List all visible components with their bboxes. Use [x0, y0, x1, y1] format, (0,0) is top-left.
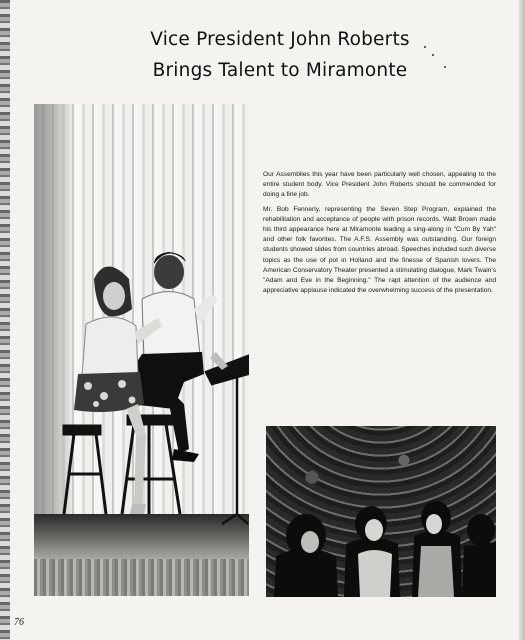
- page-headline: [130, 24, 430, 86]
- headline-line-2: Brings Talent to Miramonte: [152, 60, 408, 81]
- page-right-edge: [519, 0, 525, 640]
- stool-left: [64, 426, 106, 514]
- audience-foreground-figures: [266, 426, 496, 597]
- headline-line-1: Vice President John Roberts: [150, 29, 410, 50]
- audience-photo: [266, 426, 496, 597]
- print-speck: [444, 66, 446, 68]
- print-speck: [424, 46, 426, 48]
- page-number: 76: [14, 617, 24, 628]
- stage-performance-photo: [34, 104, 249, 596]
- page-binding-edge: [0, 0, 10, 640]
- print-speck: [432, 54, 434, 56]
- article-body: [263, 170, 496, 300]
- article-paragraph-1: Our Assemblies this year have been particularly well chosen, appealing to the entire student body. Vice President John Roberts should be commended for doing a fine job.: [263, 171, 496, 199]
- music-stand: [206, 356, 248, 524]
- article-paragraph-2: Mr. Bob Fennerly, representing the Seven Step Program, explained the rehabilitation and acceptance of people with prison records. Walt Brown made his third appearance here at Miramonte leading a sing-along in "Cum By Yah" and other folk favorites. The A.F.S. Assembly was outstanding. Our foreign students showed slides from countries abroad. Speeches included such diverse topics as the use of pot in Holland and the finesse of Spanish lovers. The American Conservatory Theater presented a stimulating dialogue, Mark Twain's "Adam and Eve in the Beginning." The rapt attention of the audience and appreciative applause indicated the overwhelming success of the presentation.: [263, 205, 496, 295]
- performers-illustration: [34, 104, 249, 596]
- stool-right: [122, 416, 180, 514]
